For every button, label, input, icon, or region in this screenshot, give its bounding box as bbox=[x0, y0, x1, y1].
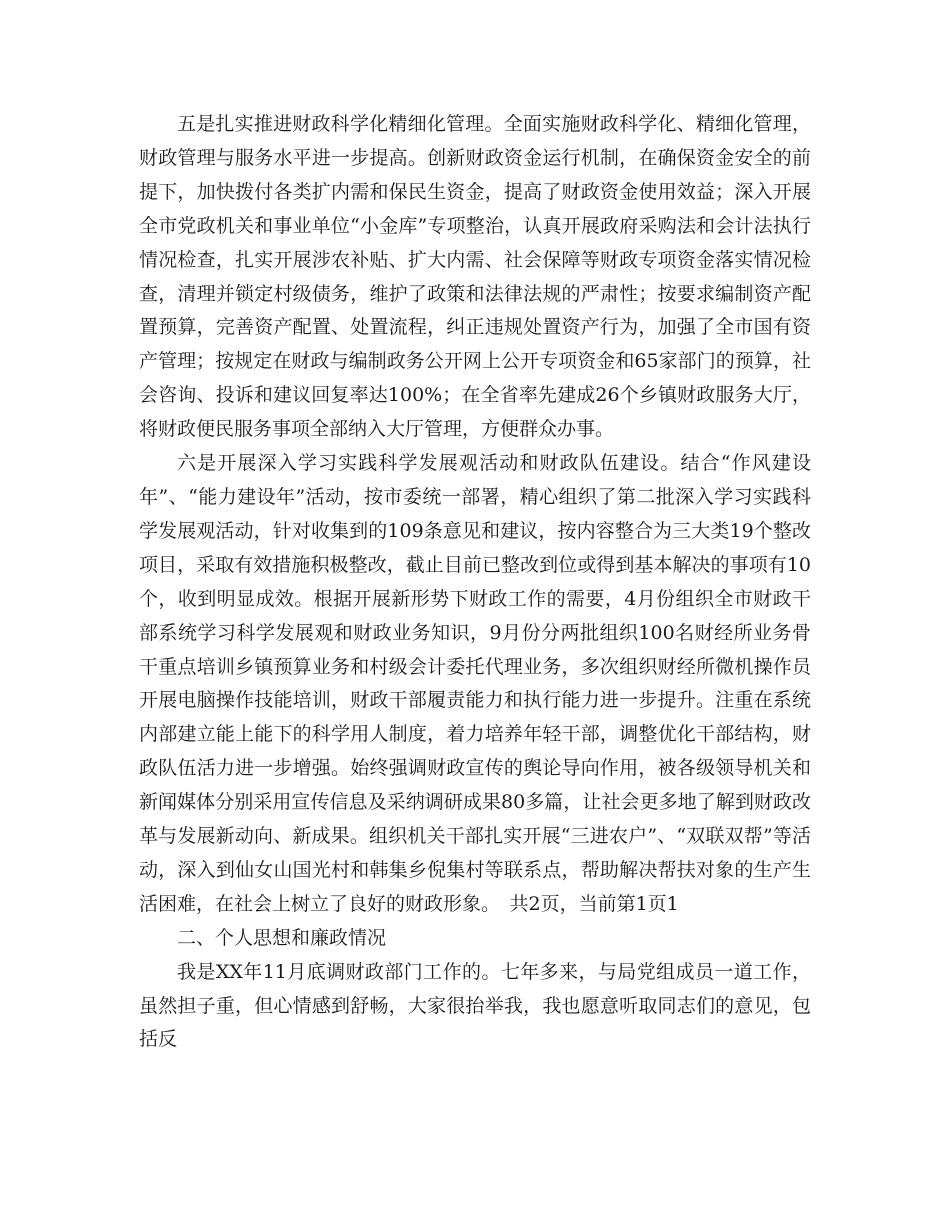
section-heading: 二、个人思想和廉政情况 bbox=[177, 926, 387, 949]
paragraph-fiscal-management: 五是扎实推进财政科学化精细化管理。全面实施财政科学化、精细化管理，财政管理与服务水平进一步提高。创新财政资金运行机制，在确保资金安全的前提下，加快拨付各类扩内需和保民生资金，提高了财政资金使用效益；深入开展全市党政机关和事业单位“小金库”专项整治，认真开展政府采购法和会计法执行情况检查，扎实开展涉农补贴、扩大内需、社会保障等财政专项资金落实情况检查，清理并锁定村级债务，维护了政策和法律法规的严肃性；按要求编制资产配置预算，完善资产配置、处置流程，纠正违规处置资产行为，加强了全市国有资产管理；按规定在财政与编制政务公开网上公开专项资金和65家部门的预算，社会咨询、投诉和建议回复率达100%；在全省率先建成26个乡镇财政服务大厅，将财政便民服务事项全部纳入大厅管理，方便群众办事。 bbox=[139, 113, 811, 441]
paragraph-personal-thoughts: 我是XX年11月底调财政部门工作的。七年多来，与局党组成员一道工作，虽然担子重，但心情感到舒畅，大家很抬举我，我也愿意听取同志们的意见，包括反 bbox=[139, 960, 811, 1051]
document-body bbox=[139, 108, 811, 1057]
paragraph-team-building: 六是开展深入学习实践科学发展观活动和财政队伍建设。结合“作风建设年”、“能力建设年”活动，按市委统一部署，精心组织了第二批深入学习实践科学发展观活动，针对收集到的109条意见和建议，按内容整合为三大类19个整改项目，采取有效措施积极整改，截止目前已整改到位或得到基本解决的事项有10个，收到明显成效。根据开展新形势下财政工作的需要，4月份组织全市财政干部系统学习科学发展观和财政业务知识，9月份分两批组织100名财经所业务骨干重点培训乡镇预算业务和村级会计委托代理业务，多次组织财经所微机操作员开展电脑操作技能培训，财政干部履责能力和执行能力进一步提升。注重在系统内部建立能上能下的科学用人制度，着力培养年轻干部，调整优化干部结构，财政队伍活力进一步增强。始终强调财政宣传的舆论导向作用，被各级领导机关和新闻媒体分别采用宣传信息及采纳调研成果80多篇，让社会更多地了解到财政改革与发展新动向、新成果。组织机关干部扎实开展“三进农户”、“双联双帮”等活动，深入到仙女山国光村和韩集乡倪集村等联系点，帮助解决帮扶对象的生产生活困难，在社会上树立了良好的财政形象。 共2页，当前第1页1 bbox=[139, 452, 811, 915]
